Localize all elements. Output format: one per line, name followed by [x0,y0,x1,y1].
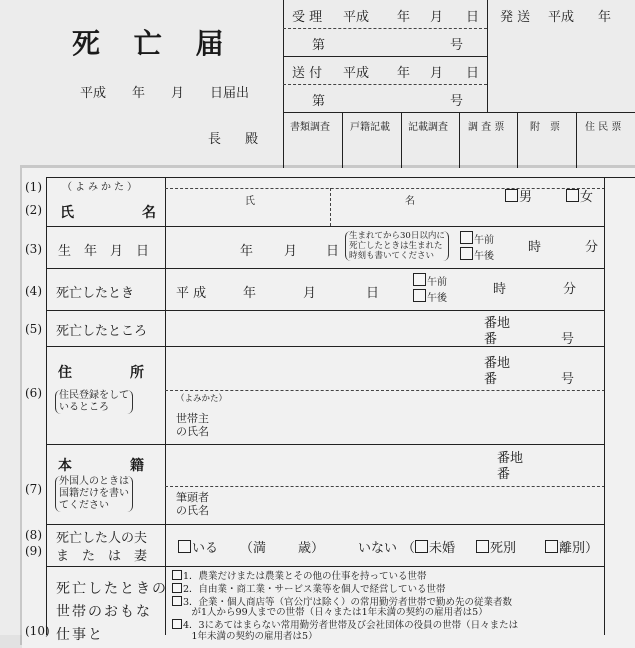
row-num-8: (8) [25,528,42,542]
household-occupation-label-3: 仕事と [56,627,104,643]
household-head-label: 世帯主 の氏名 [176,412,209,438]
occupation-option-4[interactable]: 4．3にあてはまらない常用勤労者世帯及び会社団体の役員の世帯（日々または [172,619,518,632]
checkbox-icon [476,540,489,553]
checkbox-icon [415,540,428,553]
checkbox-icon [413,273,426,286]
occupation-options [172,570,518,643]
checkbox-icon [172,583,182,593]
check-attached: 附 票 [530,122,560,133]
dispatch-label: 発 送 [500,10,531,25]
reading-label: （よみかた） [62,182,140,193]
name-label-given: 名 [142,205,156,221]
spouse-absent-label: いない [358,541,398,556]
row-num-7: (7) [25,482,42,496]
check-koseki: 戸籍記載 [350,122,390,133]
checkbox-icon [460,231,473,244]
death-time-label: 死亡したとき [56,286,135,301]
household-occupation-label-2: 世帯のおもな [56,604,152,620]
row-num-5: (5) [25,322,42,336]
honseki-label: 本 籍 [58,458,148,474]
spouse-label-2: ま た は 妻 [56,549,148,564]
death-place-label: 死亡したところ [56,324,148,339]
death-am-option[interactable]: 午前 [413,273,447,288]
checkbox-icon [178,540,191,553]
row-num-4: (4) [25,284,42,298]
death-pm-option[interactable]: 午後 [413,289,447,304]
forward-label: 送 付 [292,66,323,81]
bereaved-option[interactable]: 死別 [476,537,516,556]
birth-time-note: 生まれてから30日以内に 死亡したときは生まれた 時刻も書いてください [345,231,449,261]
address-label: 住 所 [58,365,148,381]
family-head-label: 筆頭者 の氏名 [176,491,209,517]
birth-am-option[interactable]: 午前 [460,231,494,246]
spouse-label-1: 死亡した人の夫 [56,531,148,546]
occupation-option-1[interactable]: 1．農業だけまたは農業とその他の仕事を持っている世帯 [172,570,518,583]
checkbox-icon [172,619,182,629]
row-num-9: (9) [25,544,42,558]
sex-male-option[interactable]: 男 [505,186,532,205]
check-doc-survey: 書類調査 [290,122,330,133]
birth-pm-option[interactable]: 午後 [460,247,494,262]
address-note: 住民登録をして いるところ [55,390,133,414]
occupation-option-2[interactable]: 2．自由業・商工業・サービス業等を個人で経営している世帯 [172,583,518,596]
household-head-reading: （よみかた） [176,394,228,404]
receipt-label: 受 理 [292,10,323,25]
check-record-survey: 記載調査 [408,122,448,133]
row-num-3: (3) [25,242,42,256]
row-num-6: (6) [25,386,42,400]
checkbox-icon [566,189,579,202]
name-label-family: 氏 [60,205,74,221]
sex-female-option[interactable]: 女 [566,186,593,205]
spouse-present-option[interactable]: いる [178,537,218,556]
checkbox-icon [505,189,518,202]
checkbox-icon [545,540,558,553]
honseki-note: 外国人のときは 国籍だけを書い てください [55,476,133,512]
check-survey-slip: 調 査 票 [468,122,505,133]
checkbox-icon [413,289,426,302]
family-name-field[interactable]: 氏 [245,196,255,207]
unmarried-option[interactable]: （ 未婚 [402,541,456,556]
occupation-option-3-cont: が1人から99人までの世帯（日々または1年未満の契約の雇用者は5） [182,607,488,619]
form-title: 死 亡 届 [72,27,236,60]
addressee-line: 長 殿 [208,132,269,147]
row-num-2: (2) [25,203,42,217]
filing-date-line: 平成 年 月 日届出 [80,86,250,101]
occupation-option-4-cont: 1年未満の契約の雇用者は5） [182,630,318,642]
row-num-10: (10) [25,624,50,638]
checkbox-icon [172,596,182,606]
occupation-option-3[interactable]: 3．企業・個人商店等（官公庁は除く）の常用勤労者世帯で勤め先の従業者数 [172,596,518,609]
row-num-1: (1) [25,180,42,194]
given-name-field[interactable]: 名 [405,196,415,207]
checkbox-icon [172,570,182,580]
check-resident: 住 民 票 [585,122,622,133]
divorced-option[interactable]: 離別） [545,537,598,556]
birth-date-label: 生 年 月 日 [58,244,150,259]
household-occupation-label-1: 死亡したときの [56,581,168,597]
checkbox-icon [460,247,473,260]
